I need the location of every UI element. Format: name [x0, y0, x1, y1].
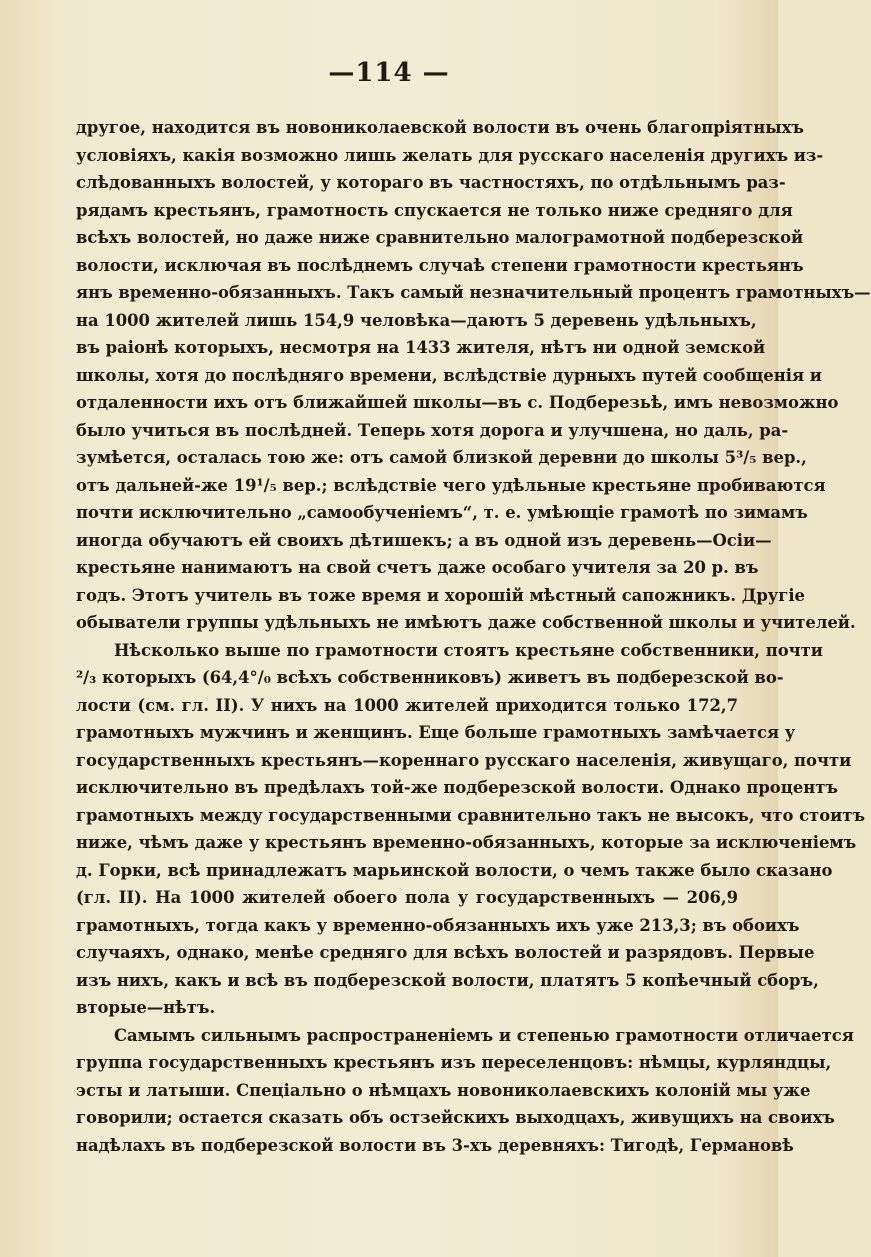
text-line: д. Горки, всѣ принадлежатъ марьинской волости, о чемъ также было сказано [76, 860, 833, 880]
text-line: грамотныхъ между государственными сравнительно такъ не высокъ, что стоитъ [76, 805, 866, 825]
text-line: Нѣсколько выше по грамотности стоятъ крестьяне собственники, почти [114, 640, 823, 660]
text-line: волости, исключая въ послѣднемъ случаѣ степени грамотности крестьянъ [76, 255, 804, 275]
text-line: отдаленности ихъ отъ ближайшей школы—въ с. Подберезьѣ, имъ невозможно [76, 393, 839, 412]
text-line: вторые—нѣтъ. [76, 998, 216, 1017]
text-line: всѣхъ волостей, но даже ниже сравнительно малограмотной подберезской [76, 228, 804, 247]
text-line: случаяхъ, однако, менѣе средняго для всѣхъ волостей и разрядовъ. Первые [76, 943, 815, 962]
text-line: на 1000 жителей лишь 154,9 человѣка—даютъ 5 деревень удѣльныхъ, [76, 310, 757, 330]
text-line: другое, находится въ новониколаевской волости въ очень благопріятныхъ [76, 118, 804, 137]
text-line: (гл. II). На 1000 жителей обоего пола у государственныхъ — 206,9 [76, 888, 738, 907]
text-line: государственныхъ крестьянъ—кореннаго русскаго населенія, живущаго, почти [76, 750, 852, 770]
text-line: грамотныхъ, тогда какъ у временно-обязанныхъ ихъ уже 213,3; въ обоихъ [76, 915, 800, 935]
text-line: янъ временно-обязанныхъ. Такъ самый незначительный процентъ грамотныхъ— [76, 283, 871, 302]
text-line: почти исключительно „самообученіемъ“, т. е. умѣющіе грамотѣ по зимамъ [76, 503, 808, 522]
text-line: было учиться въ послѣдней. Теперь хотя дорога и улучшена, но даль, ра- [76, 420, 789, 440]
text-line: въ раіонѣ которыхъ, несмотря на 1433 жителя, нѣтъ ни одной земской [76, 338, 766, 357]
text-line: условіяхъ, какія возможно лишь желать для русскаго населенія другихъ из- [76, 145, 824, 165]
text-line: слѣдованныхъ волостей, у котораго въ частностяхъ, по отдѣльнымъ раз- [76, 173, 786, 192]
text-line: школы, хотя до послѣдняго времени, вслѣдствіе дурныхъ путей сообщенія и [76, 365, 822, 385]
text-line: надѣлахъ въ подберезской волости въ 3-хъ деревняхъ: Тигодѣ, Германовѣ [76, 1135, 794, 1155]
text-line: говорили; остается сказать объ остзейскихъ выходцахъ, живущихъ на своихъ [76, 1108, 835, 1127]
text-line: отъ дальней-же 19¹/₅ вер.; вслѣдствіе чего удѣльные крестьяне пробиваются [76, 475, 826, 495]
text-line: рядамъ крестьянъ, грамотность спускается не только ниже средняго для [76, 200, 793, 220]
text-line: годъ. Этотъ учитель въ тоже время и хорошій мѣстный сапожникъ. Другіе [76, 585, 805, 605]
text-line: Самымъ сильнымъ распространеніемъ и степенью грамотности отличается [114, 1025, 854, 1045]
text-line: ниже, чѣмъ даже у крестьянъ временно-обязанныхъ, которые за исключеніемъ [76, 833, 857, 852]
text-line: обыватели группы удѣльныхъ не имѣютъ даже собственной школы и учителей. [76, 613, 856, 632]
text-line: грамотныхъ мужчинъ и женщинъ. Еще больше грамотныхъ замѣчается у [76, 723, 796, 742]
text-line: группа государственныхъ крестьянъ изъ переселенцовъ: нѣмцы, курляндцы, [76, 1053, 832, 1072]
text-line: эсты и латыши. Спеціально о нѣмцахъ новониколаевскихъ колоній мы уже [76, 1080, 811, 1100]
body-text [76, 114, 871, 1159]
text-line: зумѣется, осталась тою же: отъ самой близкой деревни до школы 5³/₅ вер., [76, 448, 807, 467]
text-line: изъ нихъ, какъ и всѣ въ подберезской волости, платятъ 5 копѣечный сборъ, [76, 970, 819, 990]
page-number: —114 — [328, 58, 450, 88]
text-line: лости (см. гл. II). У нихъ на 1000 жителей приходится только 172,7 [76, 695, 738, 715]
text-line: исключительно въ предѣлахъ той-же подберезской волости. Однако процентъ [76, 778, 838, 797]
text-line: крестьяне нанимаютъ на свой счетъ даже особаго учителя за 20 р. въ [76, 558, 759, 577]
text-line: иногда обучаютъ ей своихъ дѣтишекъ; а въ одной изъ деревень—Осіи— [76, 530, 772, 550]
text-line: ²/₃ которыхъ (64,4°/₀ всѣхъ собственниковъ) живетъ въ подберезской во- [76, 668, 784, 687]
